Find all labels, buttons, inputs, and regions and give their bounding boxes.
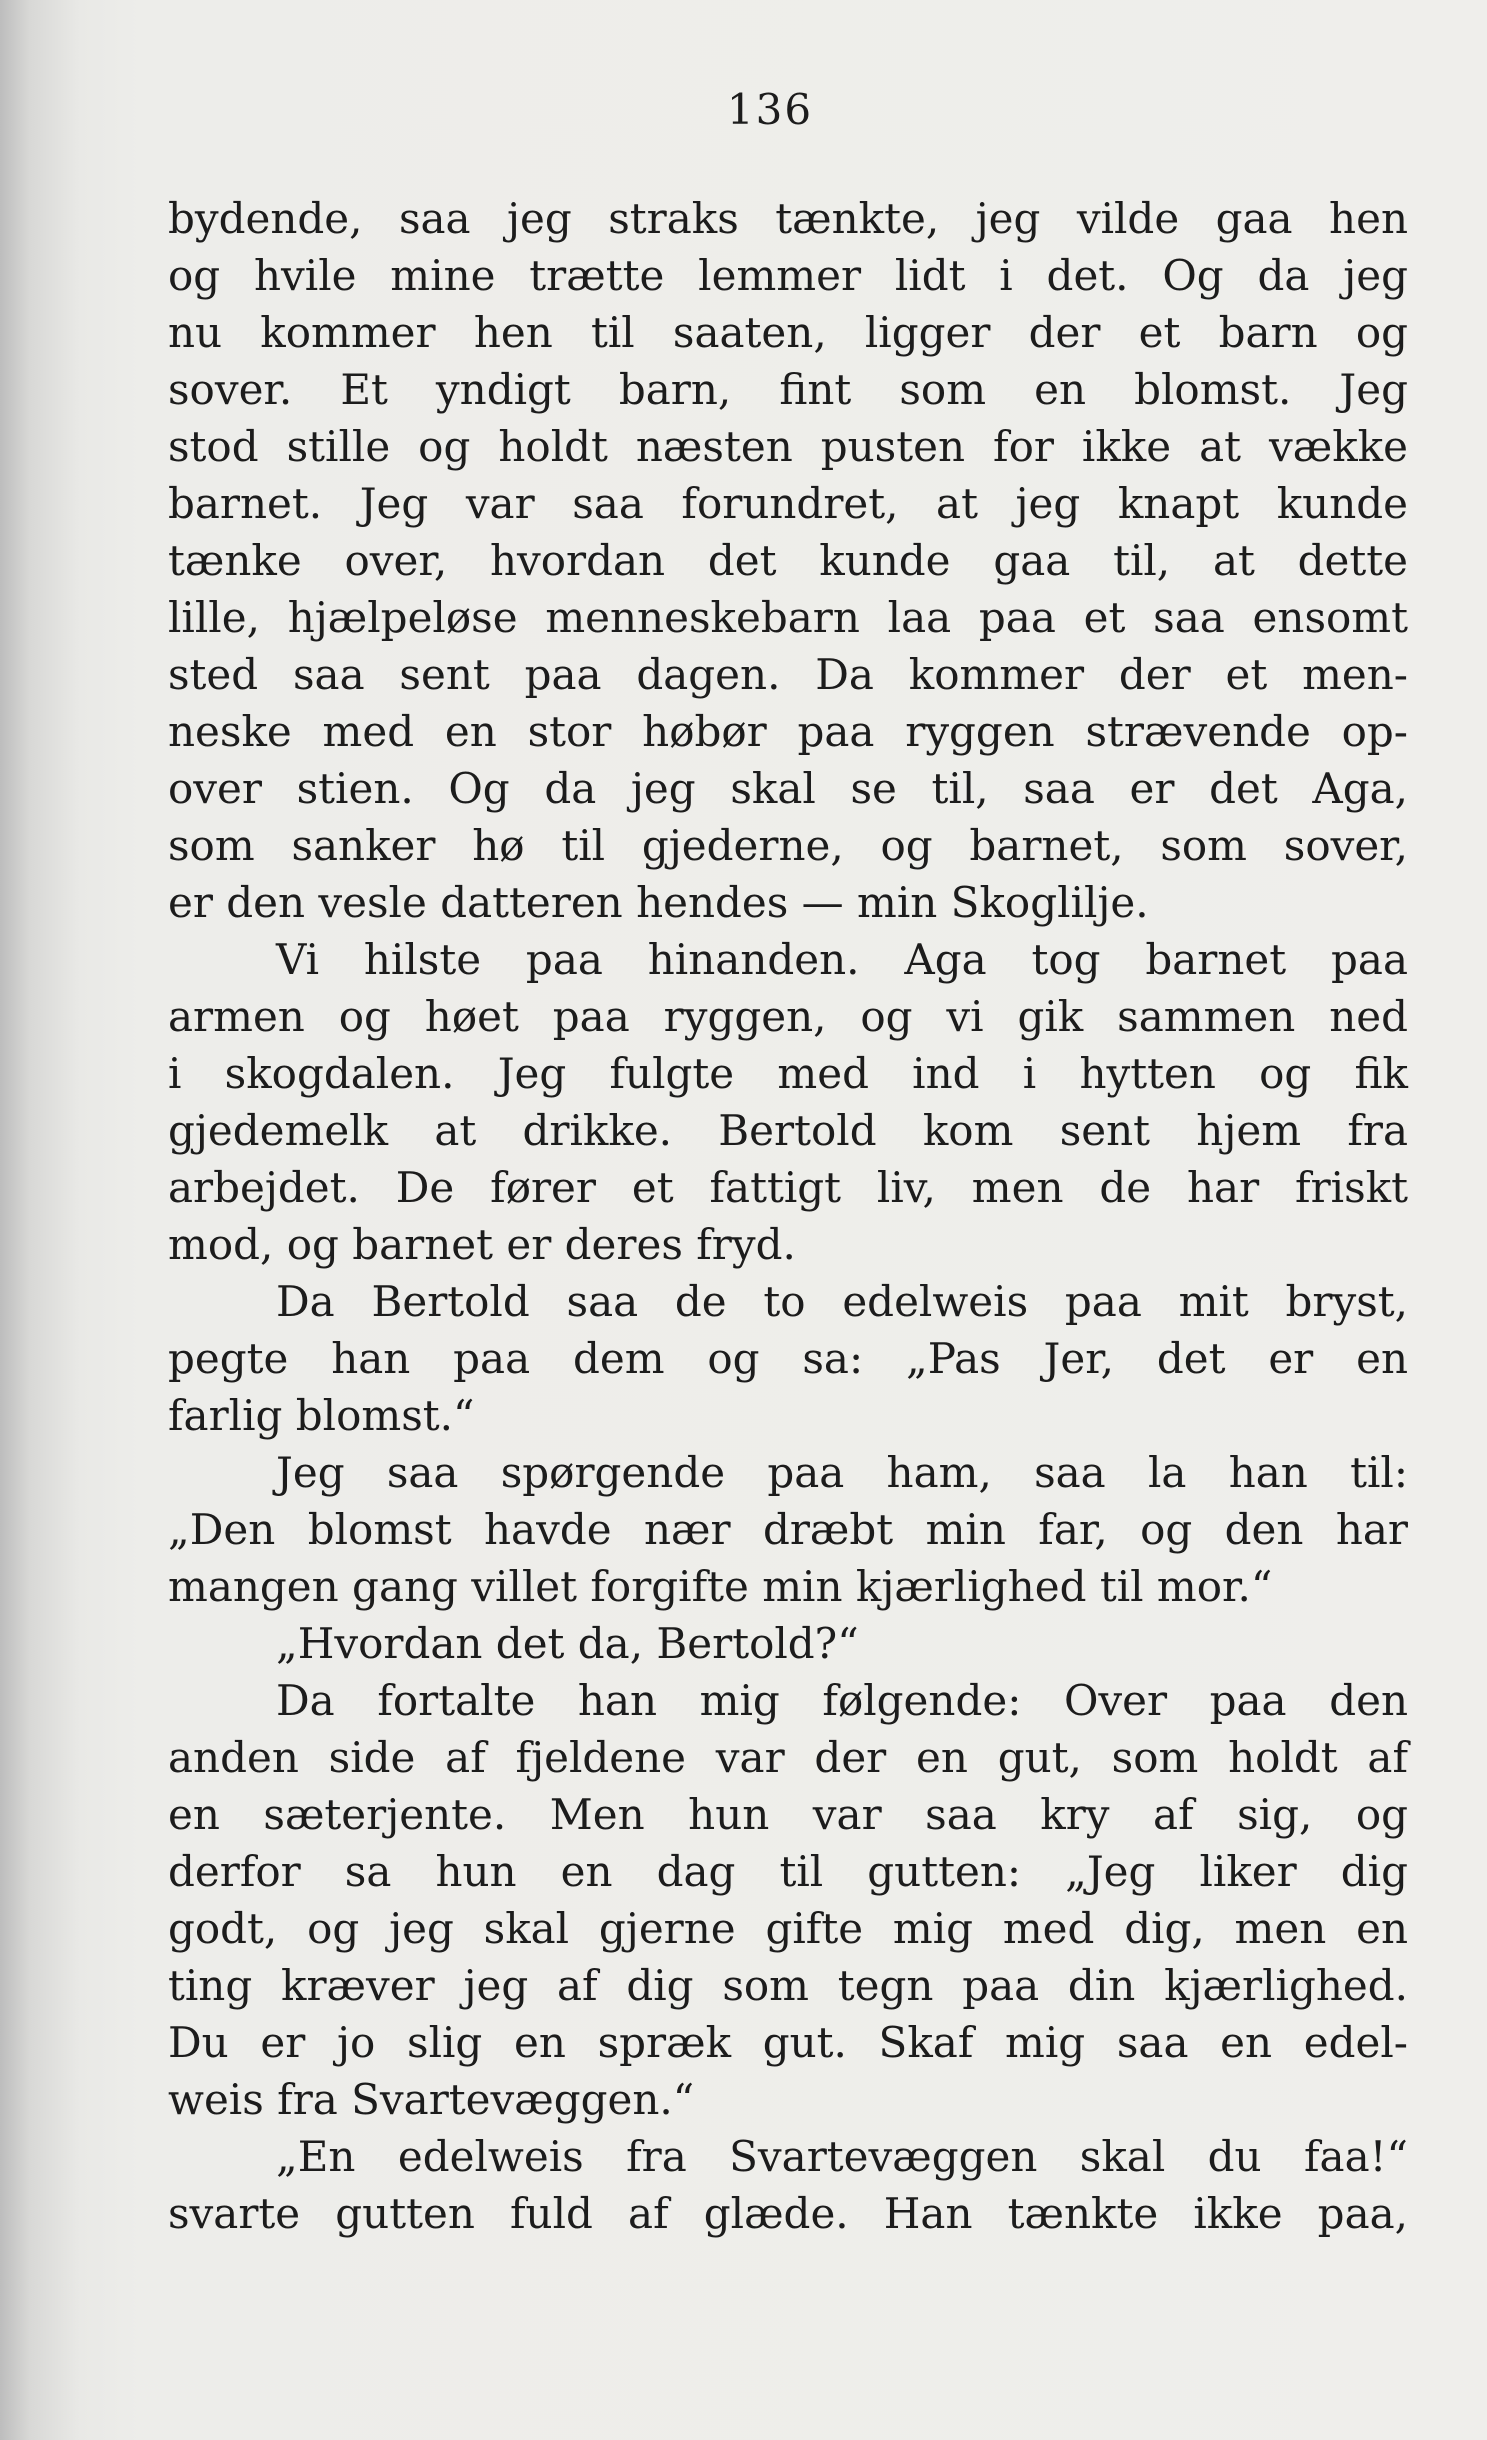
page-number: 136 <box>726 85 814 134</box>
text-line: i skogdalen. Jeg fulgte med ind i hytten og fik <box>168 1049 1408 1098</box>
text-line: er den vesle datteren hendes — min Skoglilje. <box>168 878 1149 927</box>
text-line: „Den blomst havde nær dræbt min far, og den har <box>168 1505 1408 1554</box>
text-line: sted saa sent paa dagen. Da kommer der et men- <box>168 650 1408 699</box>
text-line: nu kommer hen til saaten, ligger der et barn og <box>168 308 1408 357</box>
text-line: og hvile mine trætte lemmer lidt i det. Og da jeg <box>168 251 1408 300</box>
text-line: farlig blomst.“ <box>168 1391 475 1440</box>
text-line: Da Bertold saa de to edelweis paa mit bryst, <box>276 1277 1408 1326</box>
text-line: arbejdet. De fører et fattigt liv, men de har friskt <box>168 1163 1408 1212</box>
text-line: Du er jo slig en spræk gut. Skaf mig saa en edel- <box>168 2018 1408 2067</box>
text-line: lille, hjælpeløse menneskebarn laa paa et saa ensomt <box>168 593 1408 642</box>
text-line: ting kræver jeg af dig som tegn paa din kjærlighed. <box>168 1961 1408 2010</box>
text-line: sover. Et yndigt barn, fint som en blomst. Jeg <box>168 365 1408 414</box>
text-line: som sanker hø til gjederne, og barnet, som sover, <box>168 821 1408 870</box>
text-line: bydende, saa jeg straks tænkte, jeg vilde gaa hen <box>168 194 1408 243</box>
text-line: „En edelweis fra Svartevæggen skal du faa!“ <box>276 2132 1408 2181</box>
text-line: svarte gutten fuld af glæde. Han tænkte ikke paa, <box>168 2189 1408 2238</box>
text-line: mod, og barnet er deres fryd. <box>168 1220 796 1269</box>
text-line: neske med en stor høbør paa ryggen strævende op- <box>168 707 1408 756</box>
text-line: en sæterjente. Men hun var saa kry af sig, og <box>168 1790 1408 1839</box>
text-line: barnet. Jeg var saa forundret, at jeg knapt kunde <box>168 479 1408 528</box>
text-line: Jeg saa spørgende paa ham, saa la han til: <box>276 1448 1408 1497</box>
text-line: Da fortalte han mig følgende: Over paa den <box>276 1676 1408 1725</box>
text-line: godt, og jeg skal gjerne gifte mig med dig, men en <box>168 1904 1408 1953</box>
text-line: over stien. Og da jeg skal se til, saa er det Aga, <box>168 764 1408 813</box>
text-line: tænke over, hvordan det kunde gaa til, at dette <box>168 536 1408 585</box>
text-line: stod stille og holdt næsten pusten for ikke at vække <box>168 422 1408 471</box>
text-line: gjedemelk at drikke. Bertold kom sent hjem fra <box>168 1106 1408 1155</box>
text-line: mangen gang villet forgifte min kjærlighed til mor.“ <box>168 1562 1273 1611</box>
text-line: weis fra Svartevæggen.“ <box>168 2075 695 2124</box>
text-line: pegte han paa dem og sa: „Pas Jer, det er en <box>168 1334 1408 1383</box>
text-line: Vi hilste paa hinanden. Aga tog barnet paa <box>276 935 1408 984</box>
text-line: anden side af fjeldene var der en gut, som holdt af <box>168 1733 1408 1782</box>
text-line: „Hvordan det da, Bertold?“ <box>276 1619 859 1668</box>
text-line: armen og høet paa ryggen, og vi gik sammen ned <box>168 992 1408 1041</box>
text-line: derfor sa hun en dag til gutten: „Jeg liker dig <box>168 1847 1408 1896</box>
